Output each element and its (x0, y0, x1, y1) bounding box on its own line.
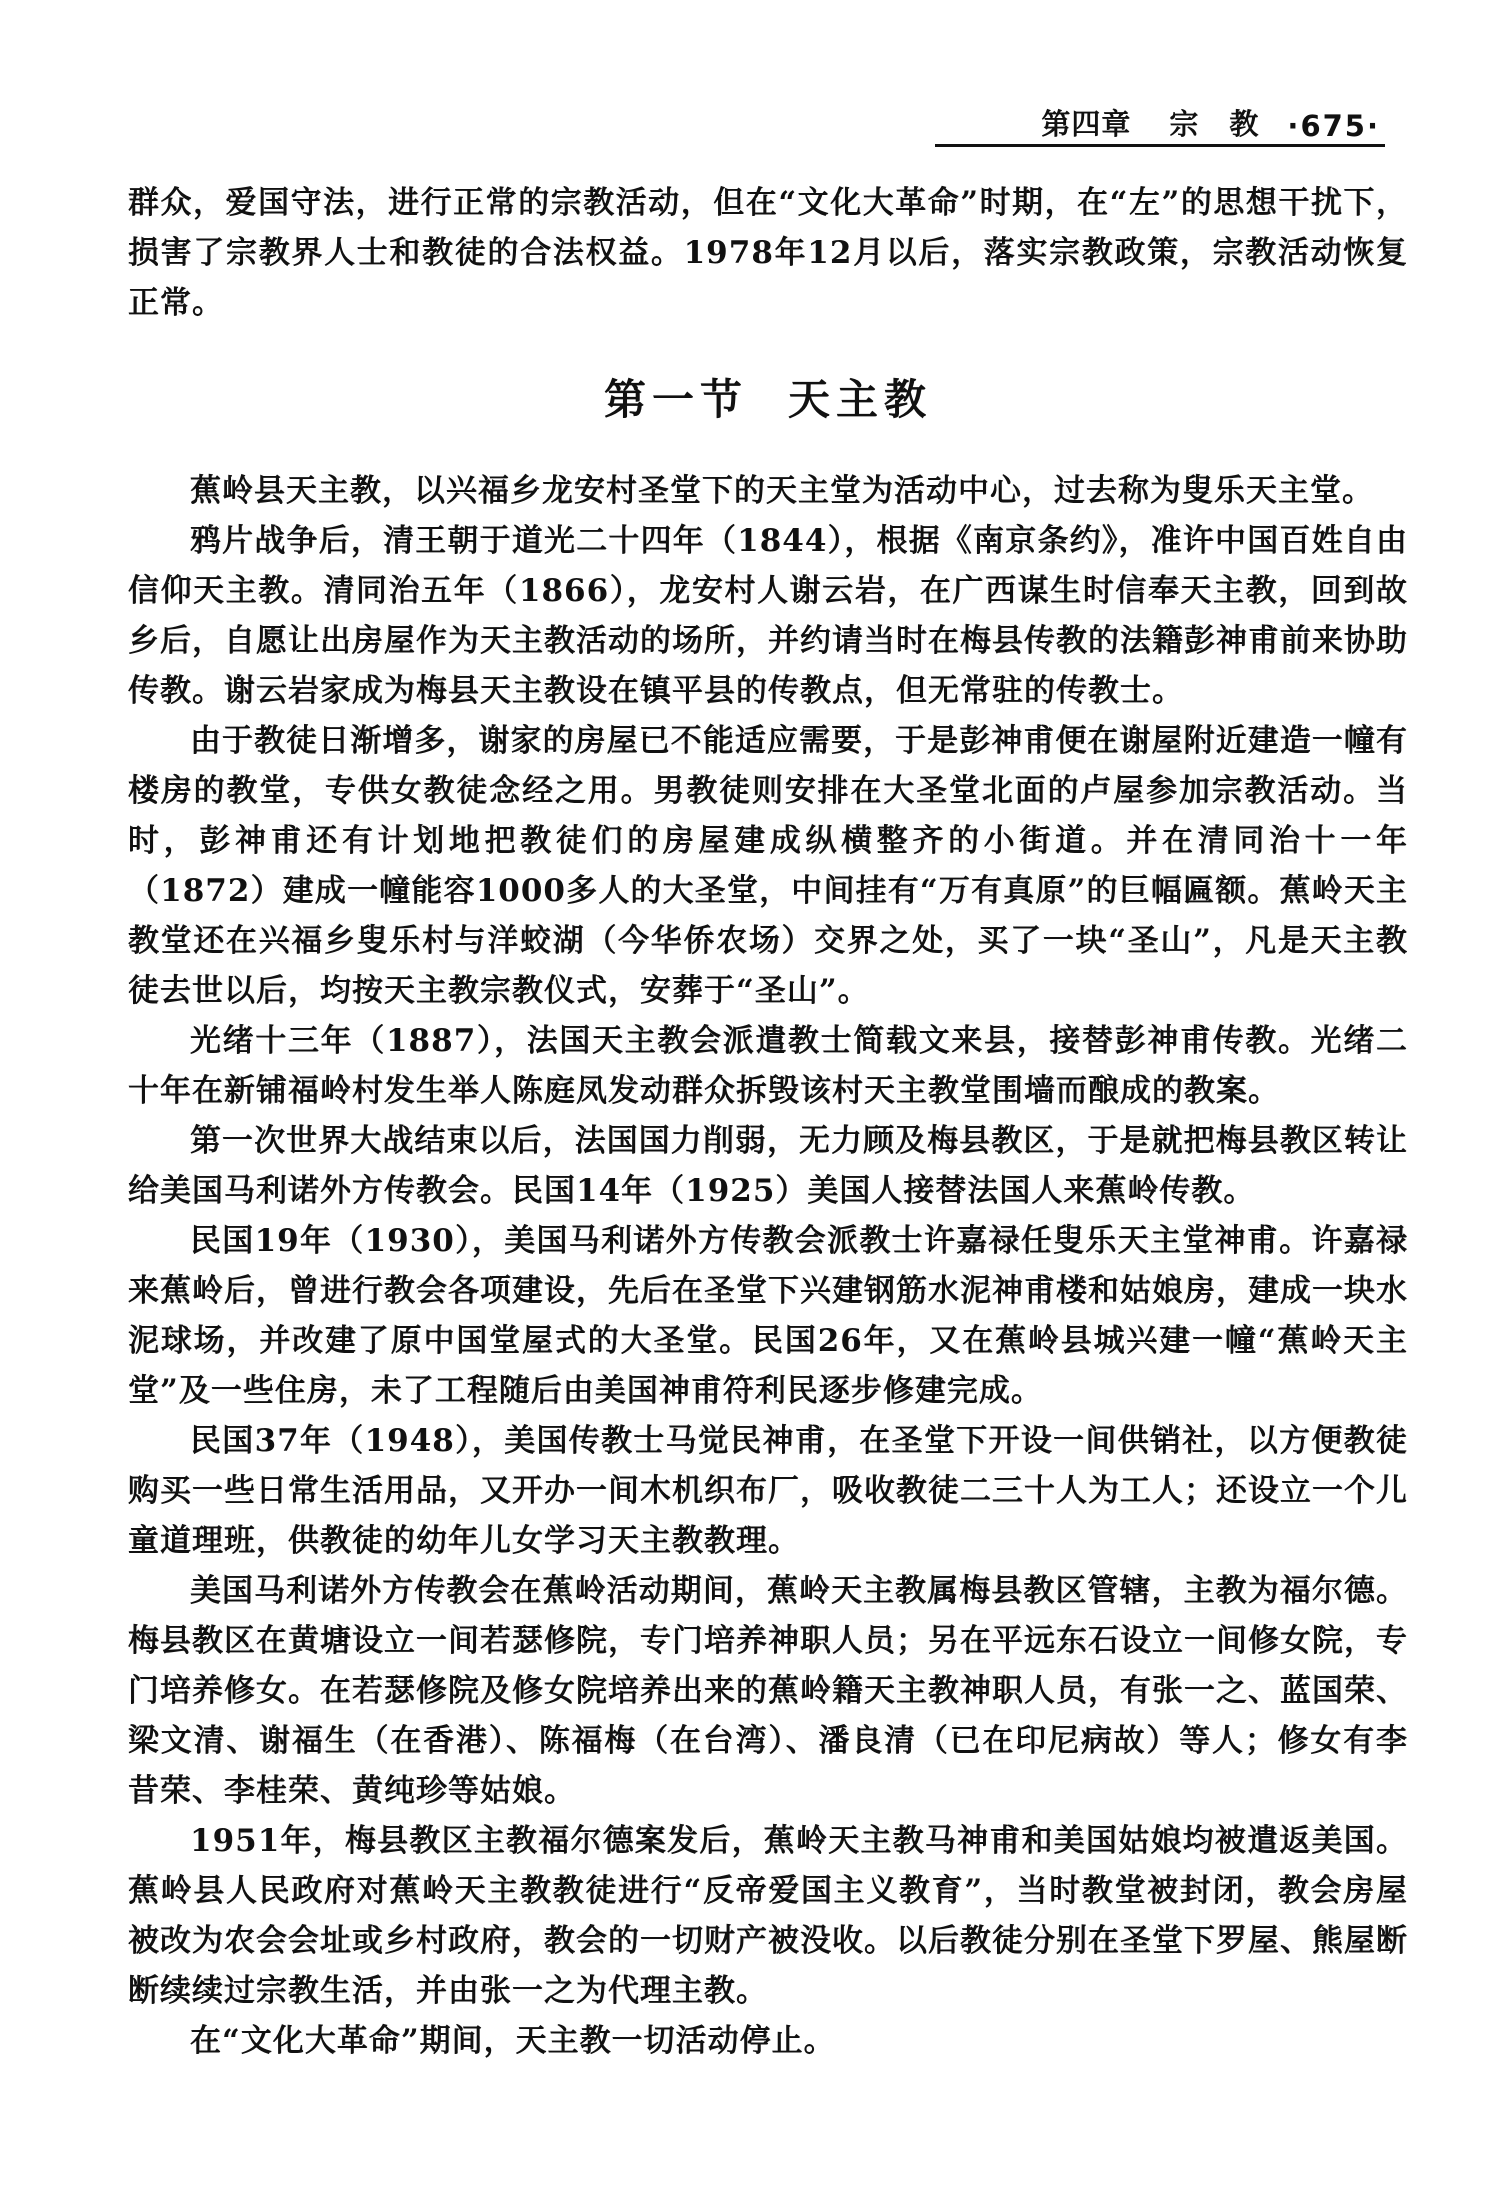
section-heading (128, 370, 1408, 430)
paragraph-continued: 群众，爱国守法，进行正常的宗教活动，但在“文化大革命”时期，在“左”的思想干扰下，损害了宗教界人士和教徒的合法权益。1978年12月以后，落实宗教政策，宗教活动恢复正常。 (128, 185, 1408, 321)
paragraph: 光绪十三年（1887），法国天主教会派遣教士简载文来县，接替彭神甫传教。光绪二十年在新铺福岭村发生举人陈庭凤发动群众拆毁该村天主教堂围墙而酿成的教案。 (128, 1023, 1408, 1109)
paragraph: 1951年，梅县教区主教福尔德案发后，蕉岭天主教马神甫和美国姑娘均被遣返美国。蕉岭县人民政府对蕉岭天主教教徒进行“反帝爱国主义教育”，当时教堂被封闭，教会房屋被改为农会会址或乡村政府，教会的一切财产被没收。以后教徒分别在圣堂下罗屋、熊屋断断续续过宗教生活，并由张一之为代理主教。 (128, 1823, 1408, 2009)
paragraph: 第一次世界大战结束以后，法国国力削弱，无力顾及梅县教区，于是就把梅县教区转让给美国马利诺外方传教会。民国14年（1925）美国人接替法国人来蕉岭传教。 (128, 1123, 1408, 1209)
paragraph: 美国马利诺外方传教会在蕉岭活动期间，蕉岭天主教属梅县教区管辖，主教为福尔德。梅县教区在黄塘设立一间若瑟修院，专门培养神职人员；另在平远东石设立一间修女院，专门培养修女。在若瑟修院及修女院培养出来的蕉岭籍天主教神职人员，有张一之、蓝国荣、梁文清、谢福生（在香港）、陈福梅（在台湾）、潘良清（已在印尼病故）等人；修女有李昔荣、李桂荣、黄纯珍等姑娘。 (128, 1573, 1408, 1809)
header-rule (935, 144, 1385, 147)
running-header (930, 95, 1380, 143)
section-number: 第一节 (603, 375, 748, 424)
body-text (128, 178, 1408, 2066)
paragraph: 由于教徒日渐增多，谢家的房屋已不能适应需要，于是彭神甫便在谢屋附近建造一幢有楼房的教堂，专供女教徒念经之用。男教徒则安排在大圣堂北面的卢屋参加宗教活动。当时，彭神甫还有计划地把教徒们的房屋建成纵横整齐的小街道。并在清同治十一年（1872）建成一幢能容1000多人的大圣堂，中间挂有“万有真原”的巨幅匾额。蕉岭天主教堂还在兴福乡叟乐村与洋蛟湖（今华侨农场）交界之处，买了一块“圣山”，凡是天主教徒去世以后，均按天主教宗教仪式，安葬于“圣山”。 (128, 723, 1408, 1009)
page-number: ·675· (1287, 109, 1380, 143)
paragraph: 民国19年（1930），美国马利诺外方传教会派教士许嘉禄任叟乐天主堂神甫。许嘉禄来蕉岭后，曾进行教会各项建设，先后在圣堂下兴建钢筋水泥神甫楼和姑娘房，建成一块水泥球场，并改建了原中国堂屋式的大圣堂。民国26年，又在蕉岭县城兴建一幢“蕉岭天主堂”及一些住房，未了工程随后由美国神甫符利民逐步修建完成。 (128, 1223, 1408, 1409)
paragraph: 蕉岭县天主教，以兴福乡龙安村圣堂下的天主堂为活动中心，过去称为叟乐天主堂。 (190, 473, 1374, 509)
paragraph: 民国37年（1948），美国传教士马觉民神甫，在圣堂下开设一间供销社，以方便教徒购买一些日常生活用品，又开办一间木机织布厂，吸收教徒二三十人为工人；还设立一个儿童道理班，供教徒的幼年儿女学习天主教教理。 (128, 1423, 1408, 1559)
paragraph: 在“文化大革命”期间，天主教一切活动停止。 (190, 2023, 836, 2059)
header-title: 宗 教 (1169, 107, 1260, 141)
paragraph: 鸦片战争后，清王朝于道光二十四年（1844），根据《南京条约》，准许中国百姓自由信仰天主教。清同治五年（1866），龙安村人谢云岩，在广西谋生时信奉天主教，回到故乡后，自愿让出房屋作为天主教活动的场所，并约请当时在梅县传教的法籍彭神甫前来协助传教。谢云岩家成为梅县天主教设在镇平县的传教点，但无常驻的传教士。 (128, 523, 1408, 709)
section-title: 天主教 (788, 375, 933, 424)
header-chapter: 第四章 (1041, 107, 1132, 141)
